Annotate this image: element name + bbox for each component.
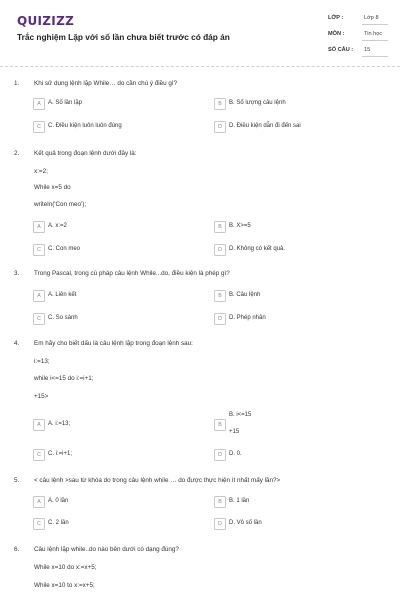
option-text: D. Vô số lần	[229, 519, 262, 526]
code-line: while i<=15 do i:=i+1;	[34, 375, 94, 382]
option-letter-badge: A	[33, 98, 45, 110]
option-text: D. Điều kiện dẫn đi đến sai	[229, 122, 301, 129]
code-line: While x=10 to x:=x+5;	[34, 582, 95, 589]
option-letter-badge: D	[214, 313, 226, 325]
option-text: A. i:=13;	[48, 420, 71, 427]
header-divider	[0, 66, 400, 67]
option-text: B. 1 lần	[229, 497, 250, 504]
option-text: A. x:=2	[48, 222, 67, 229]
option-letter-badge: C	[33, 121, 45, 133]
meta-underline	[362, 40, 388, 41]
option-letter-badge: B	[214, 496, 226, 508]
question-text: Câu lệnh lặp while..do nào bên dưới có dạng đúng?	[34, 546, 179, 553]
option-letter-badge: B	[214, 221, 226, 233]
option-text: A. 0 lần	[48, 497, 69, 504]
option-letter-badge: D	[214, 121, 226, 133]
option-text-continuation: +15	[229, 429, 240, 435]
question-number: 1.	[14, 80, 20, 87]
option-text: C. Con meo	[48, 245, 81, 252]
option-text: B. Số lượng câu lệnh	[229, 99, 286, 106]
meta-row-count	[328, 47, 388, 63]
meta-row-grade	[328, 15, 388, 31]
option-text: B. i<=15	[229, 412, 252, 418]
meta-row-subject	[328, 31, 388, 47]
option-letter-badge: B	[214, 290, 226, 302]
option-letter-badge: A	[33, 290, 45, 302]
question-number: 4.	[14, 340, 20, 347]
code-line: While x=10 do x:=x+5;	[34, 564, 97, 571]
question-number: 6.	[14, 546, 20, 553]
meta-value: 15	[364, 47, 371, 53]
option-letter-badge: C	[33, 449, 45, 461]
option-letter-badge: D	[214, 244, 226, 256]
option-text: C. 2 lần	[48, 519, 69, 526]
option-text: A. Số lần lặp	[48, 99, 83, 106]
code-line: x:=2;	[34, 168, 48, 175]
option-letter-badge: D	[214, 449, 226, 461]
option-text: C. i:=i+1;	[48, 450, 73, 457]
option-text: D. Không có kết quả.	[229, 245, 286, 252]
meta-panel	[328, 15, 388, 63]
option-letter-badge: A	[33, 419, 45, 431]
meta-underline	[362, 56, 388, 57]
question-text: Trong Pascal, trong cú pháp câu lệnh While...do, điều kiện là phép gì?	[34, 270, 230, 277]
question-number: 5.	[14, 477, 20, 484]
code-line: writeln('Con meo');	[34, 201, 87, 208]
meta-label: SỐ CÂU :	[328, 47, 354, 53]
option-letter-badge: B	[214, 98, 226, 110]
option-text: B. Câu lệnh	[229, 291, 261, 298]
option-letter-badge: A	[33, 496, 45, 508]
meta-value: Tin học	[364, 31, 383, 37]
question-number: 2.	[14, 150, 20, 157]
document-title: Trắc nghiệm Lặp với số lần chưa biết trước có đáp án	[17, 32, 230, 42]
option-letter-badge: B	[214, 419, 226, 431]
quizizz-logo: QUIZIZZ	[17, 14, 75, 28]
question-text: Khi sử dụng lệnh lặp While… do cần chú ý điều gì?	[34, 80, 178, 87]
option-letter-badge: A	[33, 221, 45, 233]
meta-value: Lớp 8	[364, 15, 379, 21]
question-text: < câu lệnh >sau từ khóa do trong câu lệnh while … do được thực hiện ít nhất mấy lần?>	[34, 477, 281, 484]
option-text: D. Phép nhân	[229, 314, 266, 321]
question-text: Kết quả trong đoạn lệnh dưới đây là:	[34, 150, 137, 157]
option-text: B. X>=5	[229, 222, 251, 229]
option-letter-badge: C	[33, 313, 45, 325]
meta-label: MÔN :	[328, 31, 345, 37]
code-line: +15>	[34, 393, 49, 400]
option-letter-badge: C	[33, 244, 45, 256]
code-line: i:=13;	[34, 358, 50, 365]
option-letter-badge: C	[33, 518, 45, 530]
option-text: A. Liên kết	[48, 291, 77, 298]
meta-underline	[362, 24, 388, 25]
meta-label: LỚP :	[328, 15, 344, 21]
option-text: D. 0.	[229, 450, 242, 457]
question-number: 3.	[14, 270, 20, 277]
question-text: Em hãy cho biết dấu là câu lệnh lặp trong đoạn lệnh sau:	[34, 340, 193, 347]
option-text: C. Điều kiện luôn luôn đúng	[48, 122, 122, 129]
code-line: While x=5 do	[34, 184, 71, 191]
option-text: C. So sánh	[48, 314, 78, 321]
option-letter-badge: D	[214, 518, 226, 530]
